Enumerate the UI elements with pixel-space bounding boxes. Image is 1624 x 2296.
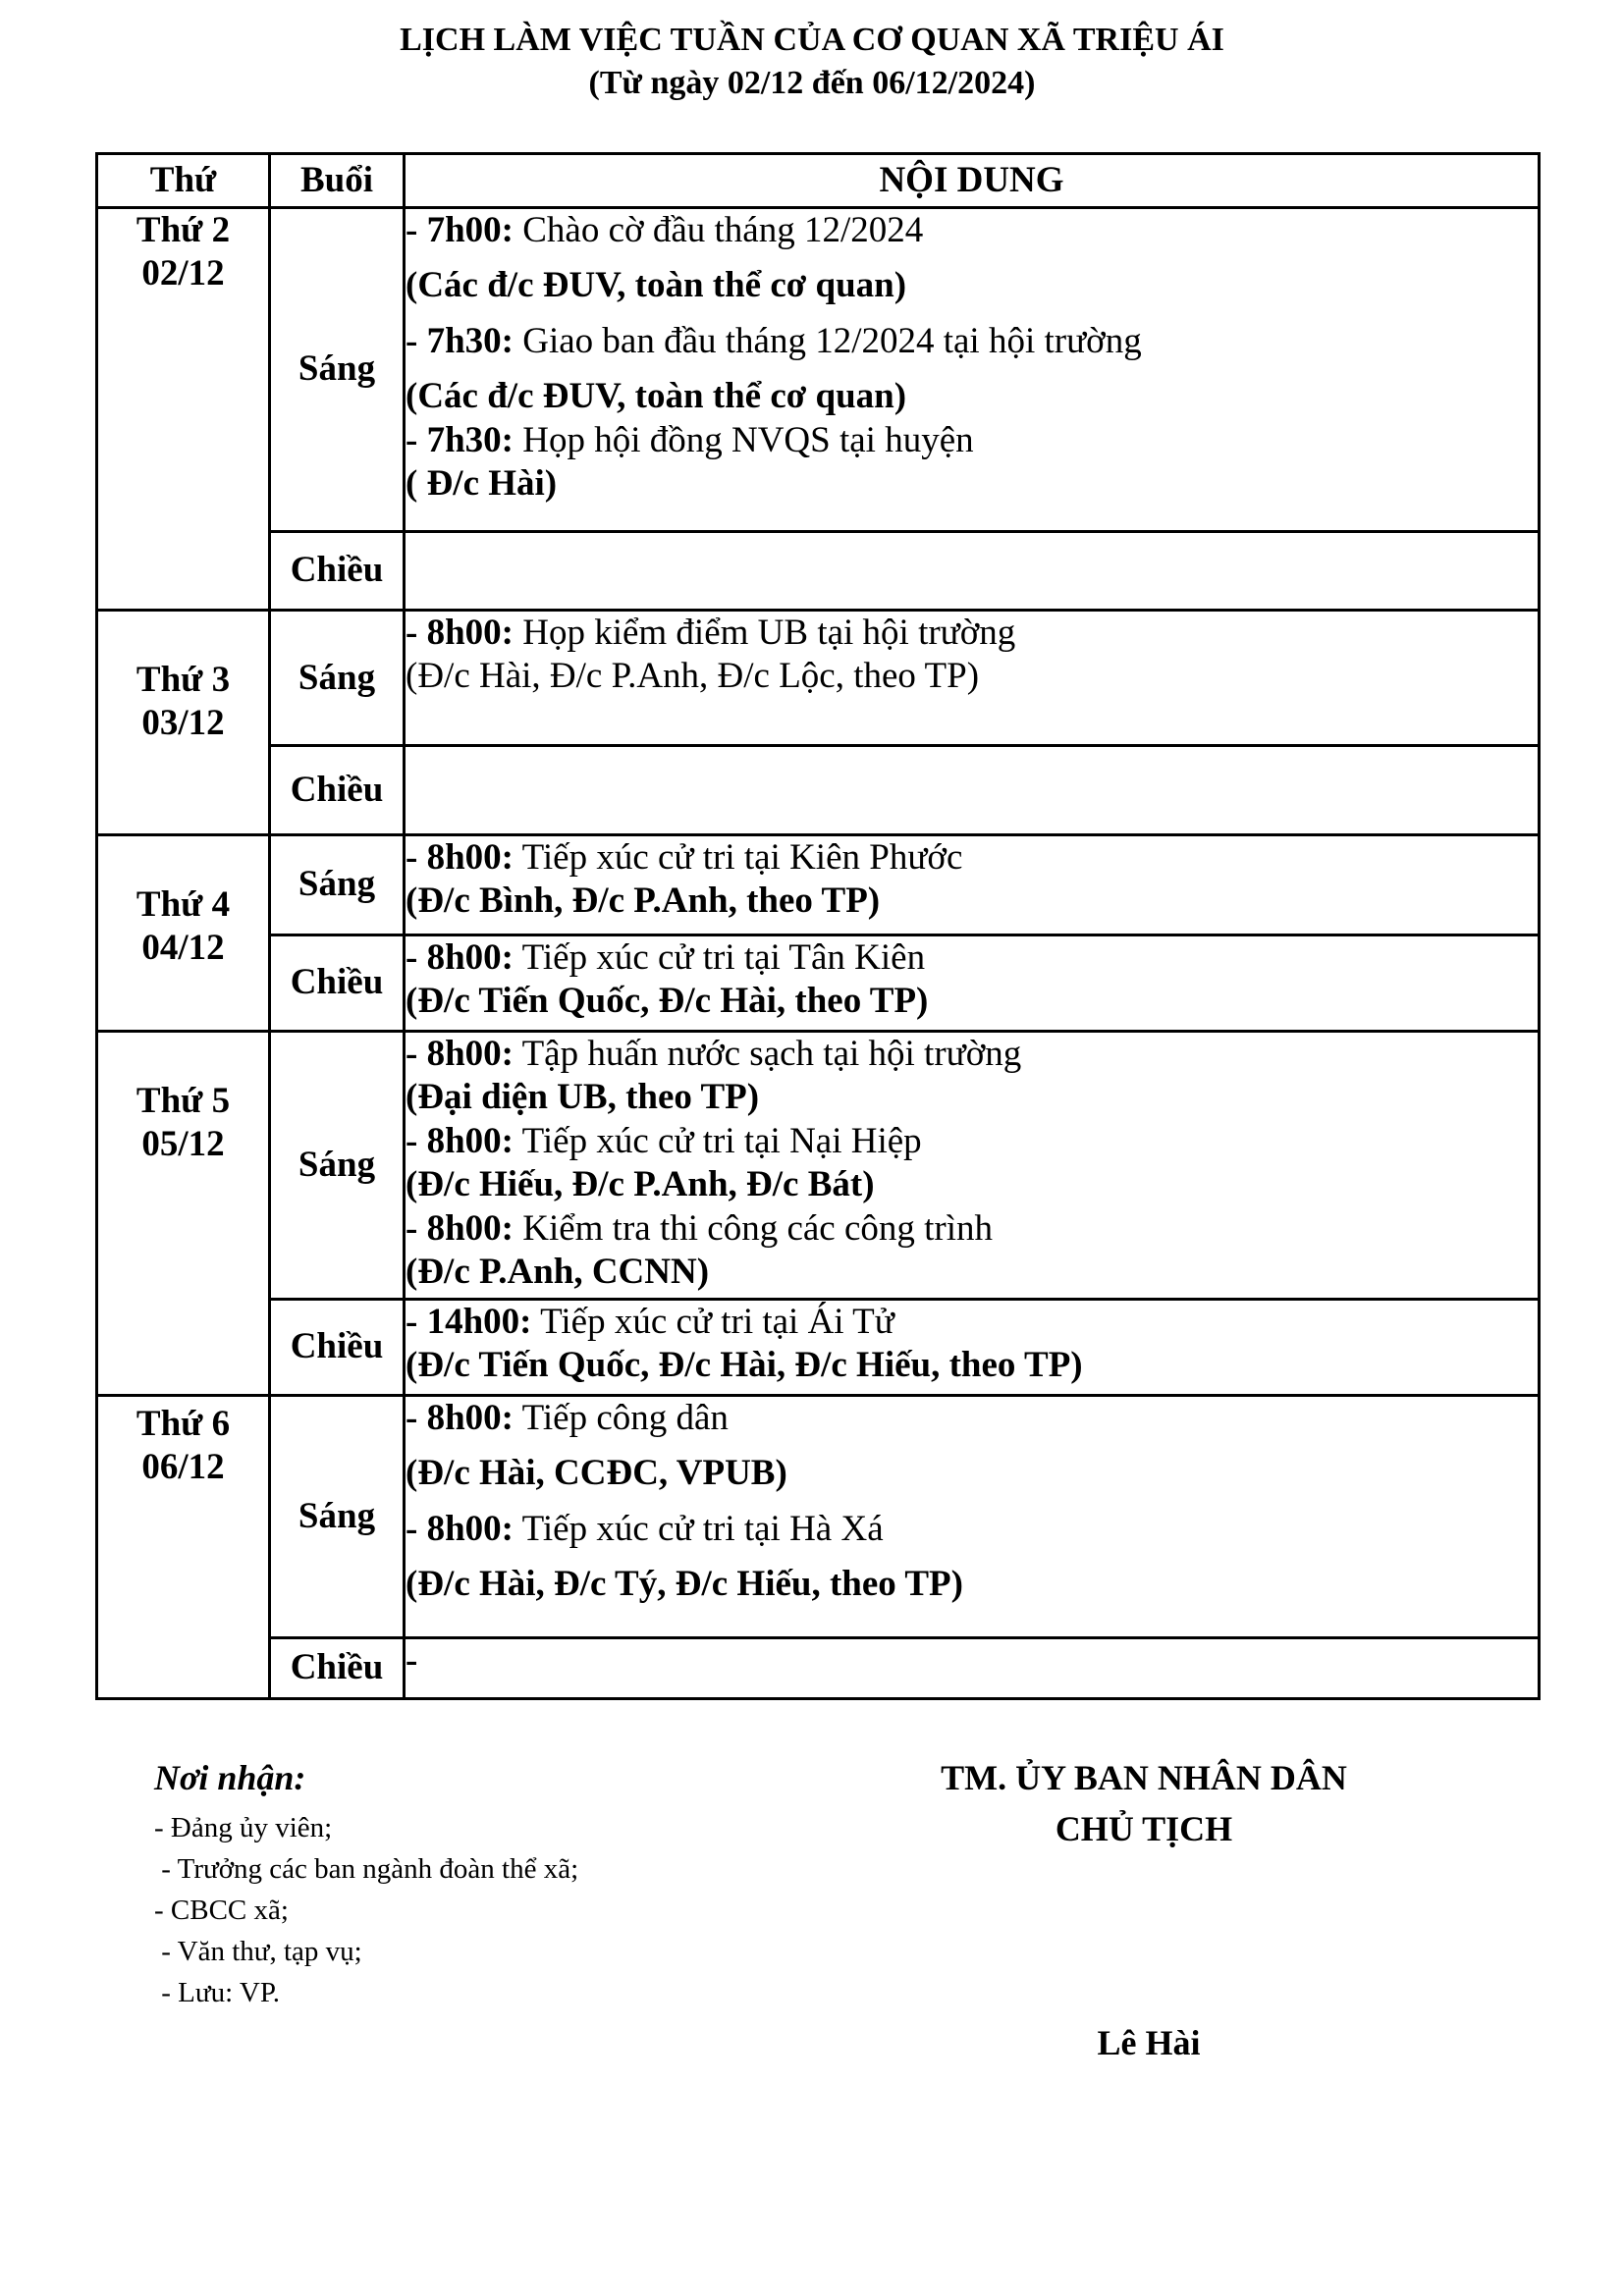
day-date: 05/12 [141,1124,225,1165]
schedule-item: - 8h00: Tiếp xúc cử tri tại Tân Kiên [406,937,926,978]
schedule-people: (Các đ/c ĐUV, toàn thể cơ quan) [406,265,907,306]
schedule-item: - 7h30: Họp hội đồng NVQS tại huyện [406,419,974,460]
document-title: LỊCH LÀM VIỆC TUẦN CỦA CƠ QUAN XÃ TRIỆU ÁI [400,22,1224,58]
session-cell: Chiều [270,1638,405,1699]
content-cell [405,611,1540,746]
session-cell: Sáng [270,208,405,532]
recipient-item: - Lưu: VP. [154,1977,280,2009]
content-cell [405,835,1540,935]
recipient-item: - Văn thư, tạp vụ; [154,1936,362,1968]
session-cell: Sáng [270,1396,405,1638]
table-row [97,1300,1540,1396]
day-label: Thứ 4 [135,884,231,925]
schedule-item: - 8h00: Tiếp công dân [406,1398,729,1438]
signer-name: Lê Hài [1097,2023,1201,2062]
schedule-item: - 8h00: Tiếp xúc cử tri tại Nại Hiệp [406,1120,922,1161]
day-label: Thứ 6 [135,1404,231,1444]
session-cell: Chiều [270,935,405,1032]
content-cell [405,1396,1540,1638]
session-cell: Chiều [270,1300,405,1396]
day-date: 03/12 [141,703,225,744]
table-row [97,1638,1540,1699]
recipient-item: - Đảng ủy viên; [154,1812,333,1844]
recipient-item: - CBCC xã; [154,1895,289,1927]
schedule-people: (Đại diện UB, theo TP) [406,1077,760,1118]
day-cell [97,1032,270,1396]
day-cell [97,1396,270,1699]
schedule-item: - 8h00: Tiếp xúc cử tri tại Kiên Phước [406,837,963,878]
day-cell [97,835,270,1032]
table-row [97,208,1540,532]
session-cell: Chiều [270,746,405,835]
session-cell: Sáng [270,611,405,746]
table-header-row [97,154,1540,208]
schedule-people: (Đ/c Hài, Đ/c P.Anh, Đ/c Lộc, theo TP) [406,656,980,697]
table-row [97,835,1540,935]
content-cell [405,208,1540,532]
day-cell [97,611,270,835]
header-content: NỘI DUNG [405,154,1540,208]
header-day: Thứ [97,154,270,208]
content-cell [405,1032,1540,1300]
schedule-people: (Đ/c Bình, Đ/c P.Anh, theo TP) [406,881,881,922]
table-row [97,935,1540,1032]
header-session: Buổi [270,154,405,208]
recipients-block [154,1752,578,2013]
day-date: 06/12 [141,1447,225,1488]
day-date: 04/12 [141,928,225,969]
schedule-people: (Đ/c P.Anh, CCNN) [406,1251,710,1292]
day-date: 02/12 [141,253,225,294]
table-row [97,532,1540,611]
table-row [97,1032,1540,1300]
schedule-item: - 8h00: Tiếp xúc cử tri tại Hà Xá [406,1508,884,1549]
signature-org: TM. ỦY BAN NHÂN DÂN [941,1758,1347,1797]
schedule-dash: - [406,1640,418,1681]
schedule-table [95,152,1541,1700]
content-cell [405,532,1540,611]
schedule-item: - 7h00: Chào cờ đầu tháng 12/2024 [406,210,924,250]
day-label: Thứ 2 [135,210,231,250]
recipient-item: - Trưởng các ban ngành đoàn thể xã; [154,1853,579,1886]
schedule-people: (Đ/c Hài, Đ/c Tý, Đ/c Hiếu, theo TP) [406,1564,963,1605]
schedule-item: - 14h00: Tiếp xúc cử tri tại Ái Tử [406,1302,894,1342]
signature-block [844,1752,1443,1854]
day-label: Thứ 3 [135,660,231,700]
schedule-item: - 8h00: Họp kiểm điểm UB tại hội trường [406,613,1016,653]
session-cell: Sáng [270,835,405,935]
schedule-people: (Các đ/c ĐUV, toàn thể cơ quan) [406,376,907,417]
content-cell [405,1300,1540,1396]
schedule-item: - 8h00: Tập huấn nước sạch tại hội trường [406,1034,1022,1074]
schedule-item: - 7h30: Giao ban đầu tháng 12/2024 tại hội trường [406,320,1142,361]
content-cell [405,935,1540,1032]
signature-position: CHỦ TỊCH [1055,1809,1233,1849]
recipients-heading: Nơi nhận: [154,1758,306,1797]
table-row [97,611,1540,746]
session-cell: Chiều [270,532,405,611]
schedule-people: (Đ/c Hài, CCĐC, VPUB) [406,1453,787,1494]
schedule-item: - 8h00: Kiểm tra thi công các công trình [406,1207,994,1249]
schedule-people: ( Đ/c Hài) [406,462,558,504]
session-cell: Sáng [270,1032,405,1300]
document-subtitle: (Từ ngày 02/12 đến 06/12/2024) [588,65,1036,101]
table-row [97,746,1540,835]
table-row [97,1396,1540,1638]
schedule-people: (Đ/c Tiến Quốc, Đ/c Hài, theo TP) [406,981,929,1022]
day-cell [97,208,270,611]
content-cell [405,746,1540,835]
content-cell [405,1638,1540,1699]
schedule-people: (Đ/c Tiến Quốc, Đ/c Hài, Đ/c Hiếu, theo TP) [406,1345,1083,1386]
schedule-people: (Đ/c Hiếu, Đ/c P.Anh, Đ/c Bát) [406,1164,875,1205]
day-label: Thứ 5 [135,1081,231,1121]
